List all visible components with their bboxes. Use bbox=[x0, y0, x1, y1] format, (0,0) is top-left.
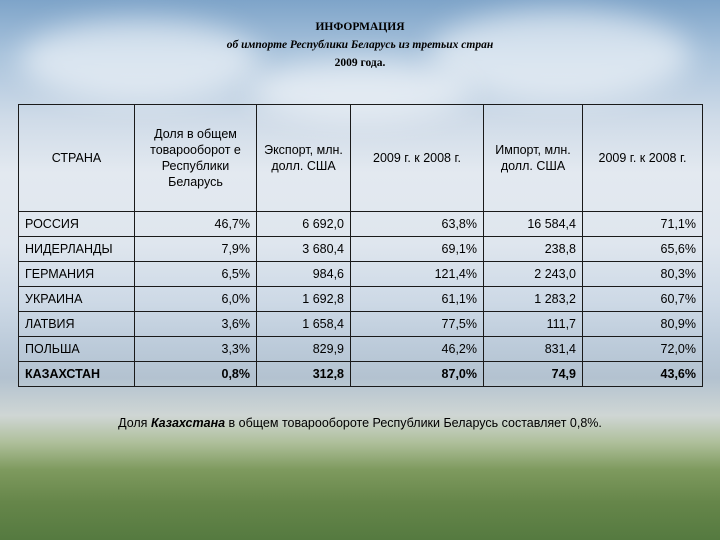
note-emphasis: Казахстана bbox=[150, 416, 226, 430]
table-row bbox=[19, 312, 703, 337]
table-header-row bbox=[19, 105, 703, 212]
cell-import: 1 283,2 bbox=[484, 287, 583, 312]
header-export: Экспорт, млн. долл. США bbox=[257, 105, 351, 212]
cell-export-change: 46,2% bbox=[351, 337, 484, 362]
cell-import-change: 72,0% bbox=[583, 337, 703, 362]
document-title bbox=[0, 18, 720, 72]
cell-import: 2 243,0 bbox=[484, 262, 583, 287]
cell-country: КАЗАХСТАН bbox=[19, 362, 135, 387]
header-export-change: 2009 г. к 2008 г. bbox=[351, 105, 484, 212]
cell-country: НИДЕРЛАНДЫ bbox=[19, 237, 135, 262]
cell-share: 46,7% bbox=[135, 212, 257, 237]
summary-note bbox=[0, 416, 720, 430]
header-import: Импорт, млн. долл. США bbox=[484, 105, 583, 212]
note-suffix: в общем товарообороте Республики Беларусь составляет 0,8%. bbox=[225, 416, 602, 430]
title-subheading: об импорте Республики Беларусь из третьих стран bbox=[226, 39, 494, 51]
cell-export-change: 77,5% bbox=[351, 312, 484, 337]
cell-import: 831,4 bbox=[484, 337, 583, 362]
cell-export-change: 121,4% bbox=[351, 262, 484, 287]
cell-export-change: 63,8% bbox=[351, 212, 484, 237]
cell-country: УКРАИНА bbox=[19, 287, 135, 312]
cell-import-change: 71,1% bbox=[583, 212, 703, 237]
table-row bbox=[19, 287, 703, 312]
table-row bbox=[19, 337, 703, 362]
title-year: 2009 года. bbox=[334, 57, 386, 69]
cell-share: 3,3% bbox=[135, 337, 257, 362]
cell-export-change: 61,1% bbox=[351, 287, 484, 312]
note-prefix: Доля bbox=[118, 416, 151, 430]
table-row bbox=[19, 262, 703, 287]
cell-import-change: 80,9% bbox=[583, 312, 703, 337]
cell-export-change: 69,1% bbox=[351, 237, 484, 262]
cell-share: 6,5% bbox=[135, 262, 257, 287]
cell-import-change: 43,6% bbox=[583, 362, 703, 387]
cell-share: 3,6% bbox=[135, 312, 257, 337]
cell-import: 238,8 bbox=[484, 237, 583, 262]
cell-import: 16 584,4 bbox=[484, 212, 583, 237]
cell-export: 1 692,8 bbox=[257, 287, 351, 312]
cell-export: 829,9 bbox=[257, 337, 351, 362]
cell-export: 6 692,0 bbox=[257, 212, 351, 237]
cell-share: 6,0% bbox=[135, 287, 257, 312]
header-country: СТРАНА bbox=[19, 105, 135, 212]
cell-export: 312,8 bbox=[257, 362, 351, 387]
cell-export-change: 87,0% bbox=[351, 362, 484, 387]
header-import-change: 2009 г. к 2008 г. bbox=[583, 105, 703, 212]
cell-export: 984,6 bbox=[257, 262, 351, 287]
cell-country: ЛАТВИЯ bbox=[19, 312, 135, 337]
cell-import: 74,9 bbox=[484, 362, 583, 387]
cell-country: ГЕРМАНИЯ bbox=[19, 262, 135, 287]
cell-export: 3 680,4 bbox=[257, 237, 351, 262]
header-share: Доля в общем товарооборот е Республики Беларусь bbox=[135, 105, 257, 212]
table-row bbox=[19, 212, 703, 237]
table-row bbox=[19, 237, 703, 262]
cell-import-change: 65,6% bbox=[583, 237, 703, 262]
cell-share: 7,9% bbox=[135, 237, 257, 262]
import-table bbox=[18, 104, 703, 387]
cell-share: 0,8% bbox=[135, 362, 257, 387]
cell-export: 1 658,4 bbox=[257, 312, 351, 337]
cell-import-change: 80,3% bbox=[583, 262, 703, 287]
cell-country: ПОЛЬША bbox=[19, 337, 135, 362]
title-heading: ИНФОРМАЦИЯ bbox=[315, 21, 405, 33]
cell-country: РОССИЯ bbox=[19, 212, 135, 237]
table-row bbox=[19, 362, 703, 387]
cell-import: 111,7 bbox=[484, 312, 583, 337]
cell-import-change: 60,7% bbox=[583, 287, 703, 312]
